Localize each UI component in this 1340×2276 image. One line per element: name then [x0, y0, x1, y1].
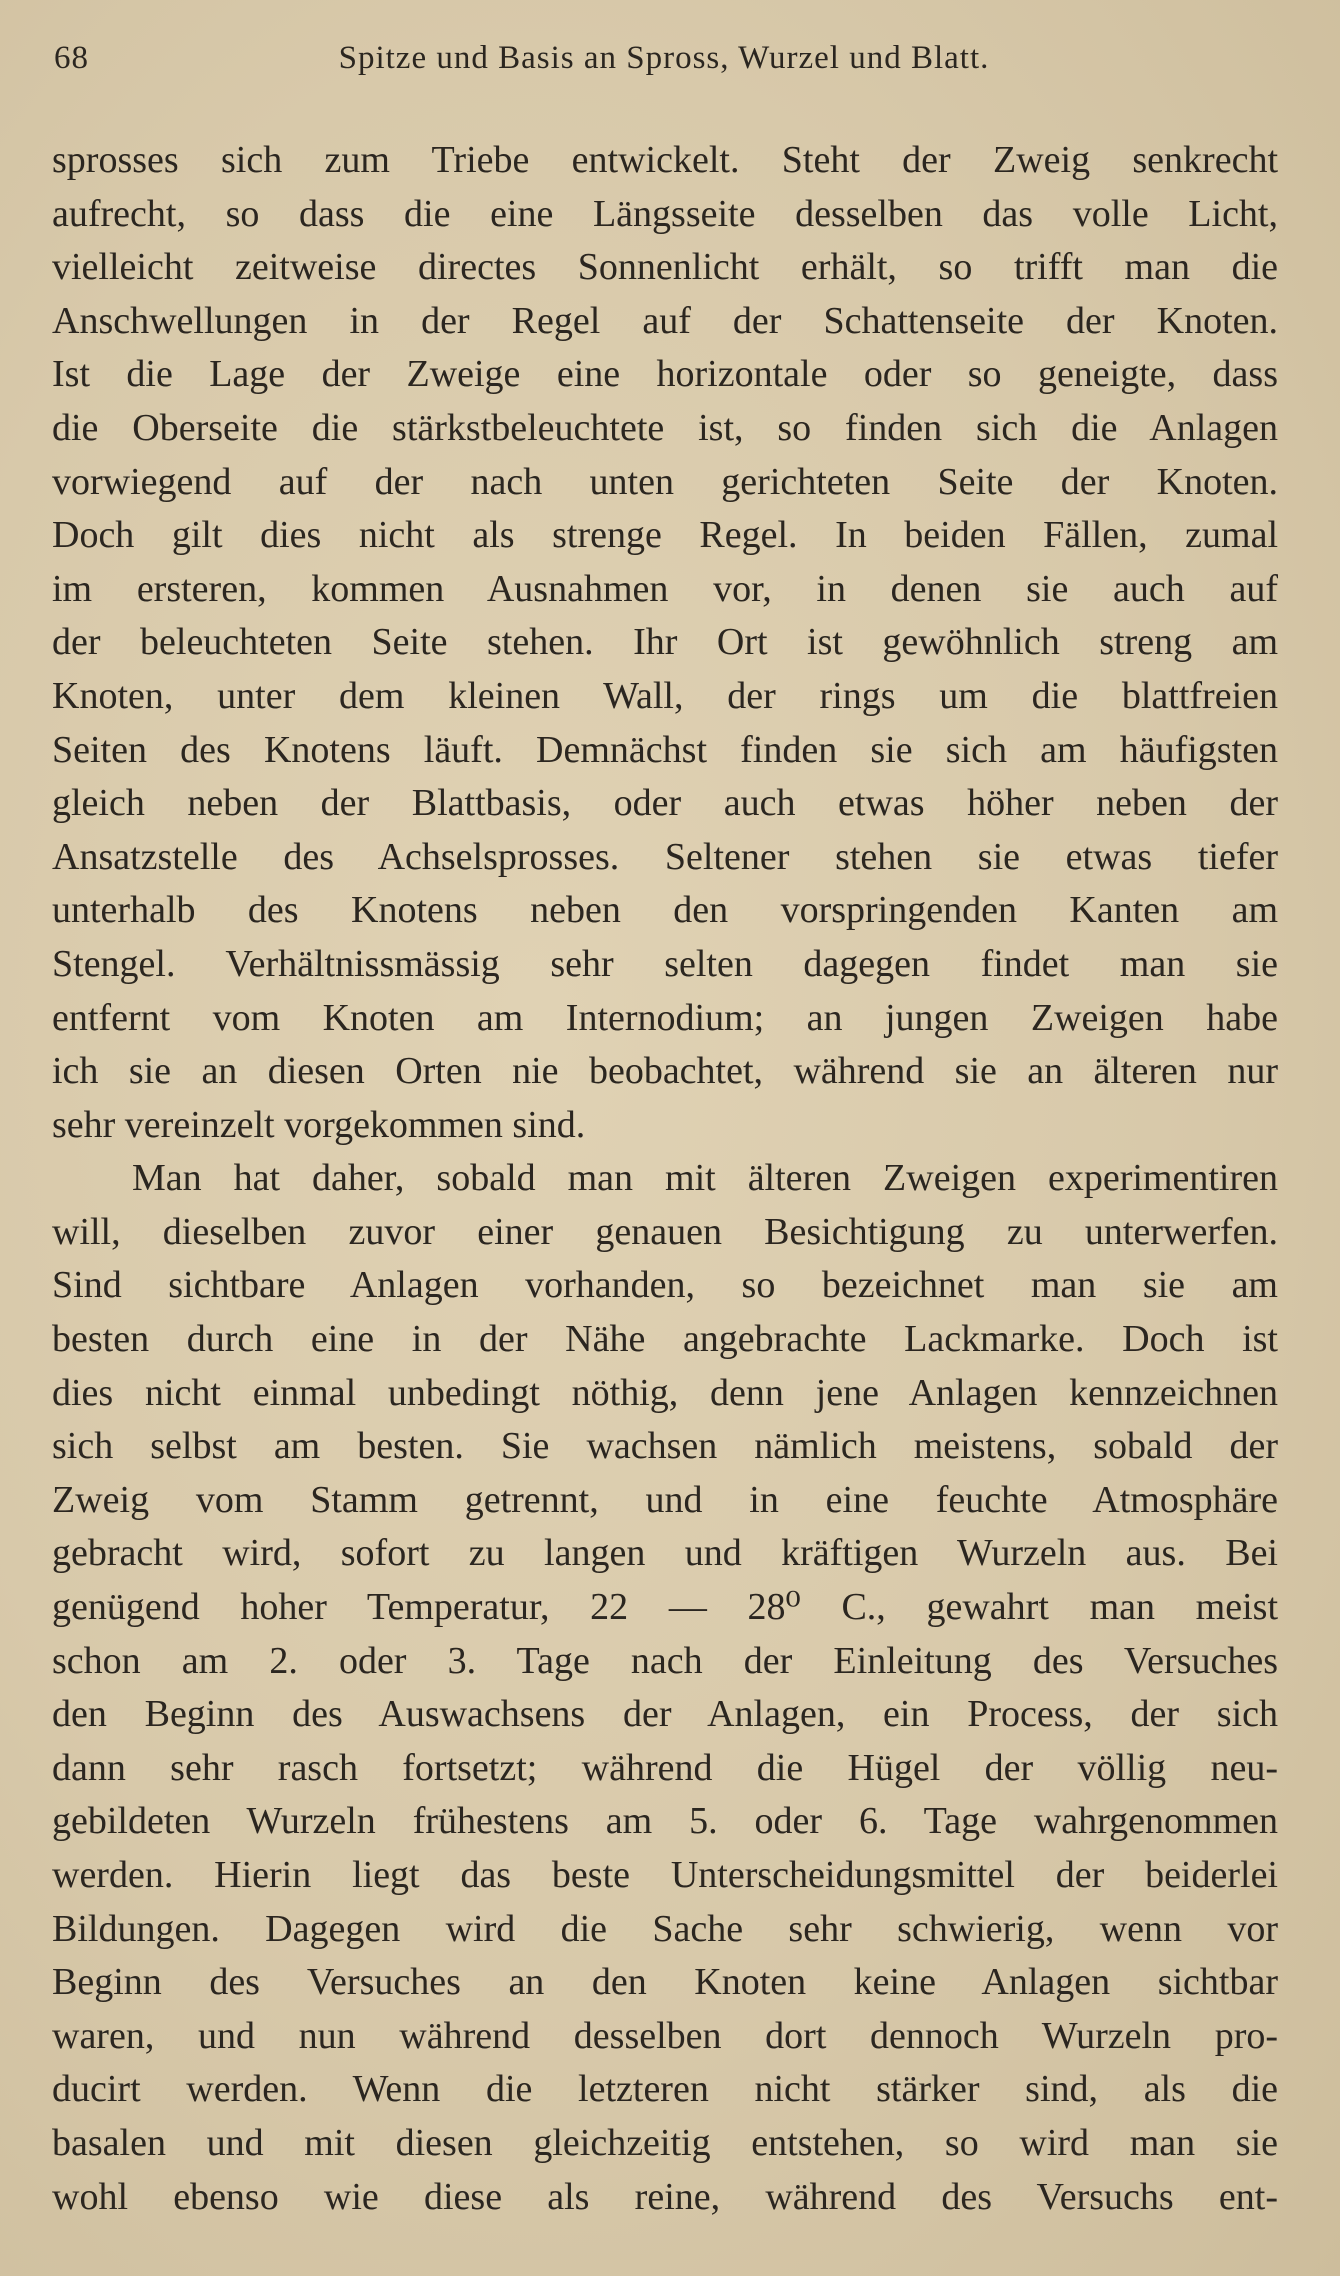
text-line: gebracht wird, sofort zu langen und kräftigen Wurzeln aus. Bei	[52, 1532, 1278, 1575]
text-line: sprosses sich zum Triebe entwickelt. Steht der Zweig senkrecht	[52, 139, 1278, 181]
text-line: ducirt werden. Wenn die letzteren nicht stärker sind, als die	[52, 2068, 1278, 2111]
text-line: ich sie an diesen Orten nie beobachtet, während sie an älteren nur	[52, 1050, 1278, 1093]
text-line: vorwiegend auf der nach unten gerichteten Seite der Knoten.	[52, 460, 1278, 503]
text-line: Stengel. Verhältnissmässig sehr selten dagegen findet man sie	[52, 942, 1278, 985]
running-head: Spitze und Basis an Spross, Wurzel und Blatt.	[338, 40, 990, 76]
body-text	[52, 134, 1278, 2224]
text-line: dann sehr rasch fortsetzt; während die Hügel der völlig neu-	[52, 1746, 1278, 1789]
text-line: Ansatzstelle des Achselsprosses. Seltener stehen sie etwas tiefer	[52, 835, 1278, 878]
text-line: entfernt vom Knoten am Internodium; an jungen Zweigen habe	[52, 996, 1278, 1039]
text-line: die Oberseite die stärkstbeleuchtete ist, so finden sich die Anlagen	[52, 406, 1278, 449]
text-line: genügend hoher Temperatur, 22 — 28⁰ C., gewahrt man meist	[52, 1586, 1278, 1629]
text-line: Ist die Lage der Zweige eine horizontale oder so geneigte, dass	[52, 353, 1278, 396]
text-line: dies nicht einmal unbedingt nöthig, denn jene Anlagen kennzeichnen	[52, 1371, 1278, 1414]
text-line: schon am 2. oder 3. Tage nach der Einleitung des Versuches	[52, 1639, 1278, 1682]
page-header	[54, 40, 1274, 90]
text-line: Beginn des Versuches an den Knoten keine Anlagen sichtbar	[52, 1961, 1278, 2004]
text-line: wohl ebenso wie diese als reine, während des Versuchs ent-	[52, 2175, 1278, 2218]
text-line: den Beginn des Auswachsens der Anlagen, ein Process, der sich	[52, 1693, 1278, 1736]
text-line: basalen und mit diesen gleichzeitig entstehen, so wird man sie	[52, 2121, 1278, 2164]
text-line: Knoten, unter dem kleinen Wall, der rings um die blattfreien	[52, 674, 1278, 717]
text-line: Zweig vom Stamm getrennt, und in eine feuchte Atmosphäre	[52, 1478, 1278, 1521]
text-line: Sind sichtbare Anlagen vorhanden, so bezeichnet man sie am	[52, 1264, 1278, 1307]
text-line: werden. Hierin liegt das beste Unterscheidungsmittel der beiderlei	[52, 1854, 1278, 1896]
text-line: will, dieselben zuvor einer genauen Besichtigung zu unterwerfen.	[52, 1210, 1278, 1253]
text-line: sehr vereinzelt vorgekommen sind.	[52, 1103, 586, 1146]
text-line: waren, und nun während desselben dort dennoch Wurzeln pro-	[52, 2014, 1278, 2057]
text-line: vielleicht zeitweise directes Sonnenlicht erhält, so trifft man die	[52, 246, 1278, 289]
text-line: sich selbst am besten. Sie wachsen nämlich meistens, sobald der	[52, 1425, 1278, 1468]
text-line: Seiten des Knotens läuft. Demnächst finden sie sich am häufigsten	[52, 728, 1278, 771]
page-number: 68	[54, 40, 89, 76]
text-line: aufrecht, so dass die eine Längsseite desselben das volle Licht,	[52, 192, 1278, 235]
text-line: Bildungen. Dagegen wird die Sache sehr schwierig, wenn vor	[52, 1907, 1278, 1950]
text-line: Anschwellungen in der Regel auf der Schattenseite der Knoten.	[52, 299, 1278, 342]
text-line: im ersteren, kommen Ausnahmen vor, in denen sie auch auf	[52, 567, 1278, 610]
text-line: der beleuchteten Seite stehen. Ihr Ort ist gewöhnlich streng am	[52, 621, 1278, 664]
text-line: besten durch eine in der Nähe angebrachte Lackmarke. Doch ist	[52, 1318, 1278, 1361]
paragraph-2	[52, 1152, 1278, 2224]
text-line: Man hat daher, sobald man mit älteren Zweigen experimentiren	[132, 1157, 1278, 1200]
text-line: gebildeten Wurzeln frühestens am 5. oder 6. Tage wahrgenommen	[52, 1800, 1278, 1843]
paragraph-1	[52, 134, 1278, 1152]
text-line: unterhalb des Knotens neben den vorspringenden Kanten am	[52, 889, 1278, 932]
text-line: Doch gilt dies nicht als strenge Regel. In beiden Fällen, zumal	[52, 514, 1278, 557]
text-line: gleich neben der Blattbasis, oder auch etwas höher neben der	[52, 782, 1278, 825]
